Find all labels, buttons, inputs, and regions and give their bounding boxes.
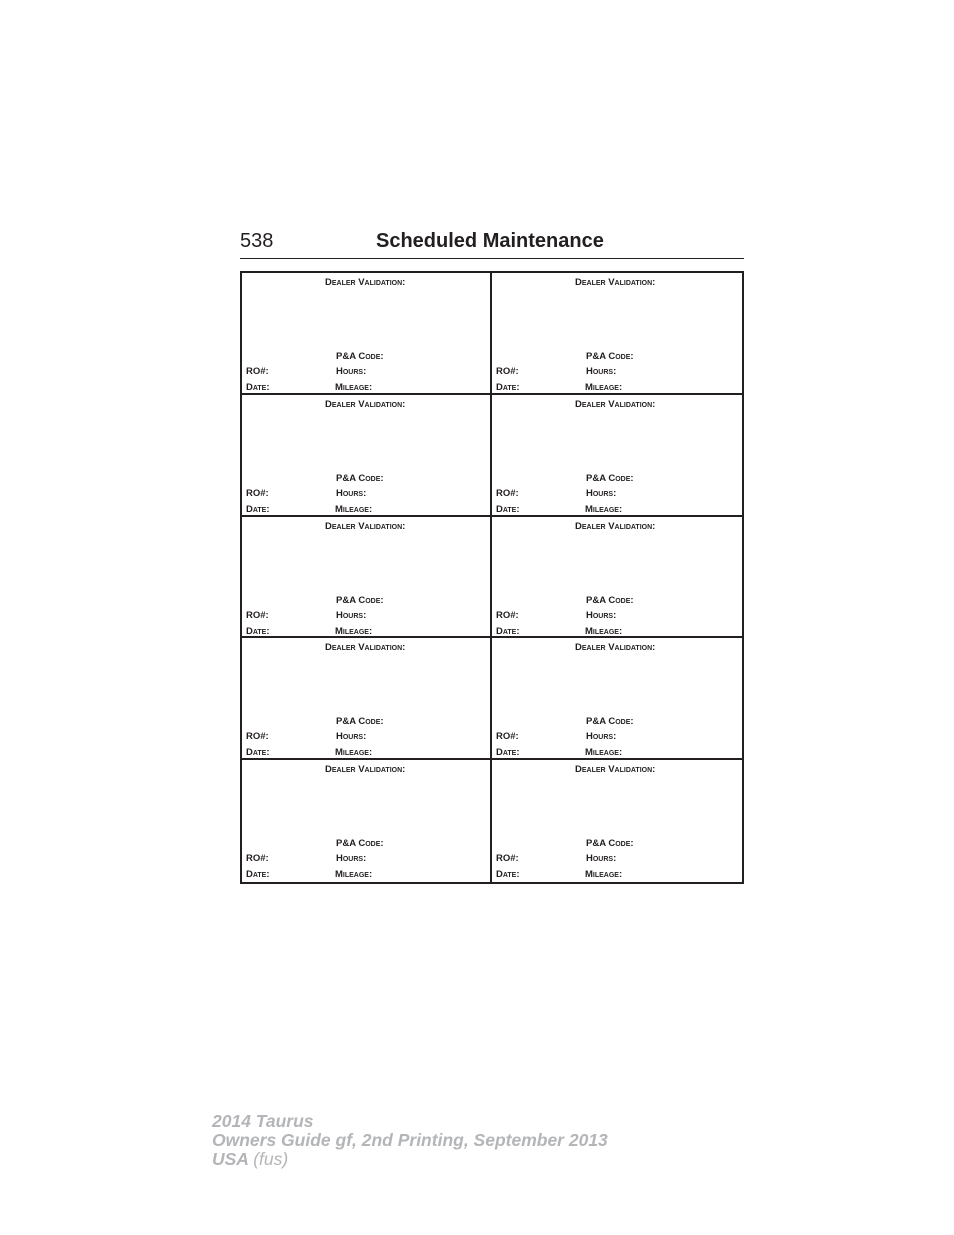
pa-code-label: P&A Code: <box>336 594 384 606</box>
pa-code-label: P&A Code: <box>586 594 634 606</box>
hours-label: Hours: <box>586 487 617 499</box>
mileage-label: Mileage: <box>335 625 373 637</box>
date-label: Date: <box>496 625 520 637</box>
pa-code-label: P&A Code: <box>336 838 384 850</box>
mileage-label: Mileage: <box>335 503 373 515</box>
document-footer <box>212 1112 608 1169</box>
hours-label: Hours: <box>586 609 617 621</box>
maintenance-record-cell <box>492 273 742 395</box>
footer-region <box>212 1150 608 1169</box>
mileage-label: Mileage: <box>585 625 623 637</box>
mileage-label: Mileage: <box>335 869 373 881</box>
dealer-validation-label: Dealer Validation: <box>325 642 406 654</box>
hours-label: Hours: <box>336 609 367 621</box>
ro-number-label: RO#: <box>496 487 519 499</box>
pa-code-label: P&A Code: <box>586 838 634 850</box>
pa-code-label: P&A Code: <box>336 716 384 728</box>
maintenance-record-cell <box>492 638 742 760</box>
footer-vehicle: 2014 Taurus <box>212 1111 314 1131</box>
hours-label: Hours: <box>586 853 617 865</box>
mileage-label: Mileage: <box>585 869 623 881</box>
dealer-validation-label: Dealer Validation: <box>575 398 656 410</box>
date-label: Date: <box>496 382 520 393</box>
date-label: Date: <box>246 382 270 393</box>
hours-label: Hours: <box>336 853 367 865</box>
maintenance-record-cell <box>242 760 492 882</box>
maintenance-record-cell <box>492 517 742 639</box>
pa-code-label: P&A Code: <box>336 351 384 362</box>
maintenance-record-cell <box>242 638 492 760</box>
ro-number-label: RO#: <box>496 731 519 743</box>
dealer-validation-label: Dealer Validation: <box>325 277 406 288</box>
mileage-label: Mileage: <box>585 747 623 759</box>
footer-region-code: (fus) <box>253 1149 289 1169</box>
hours-label: Hours: <box>336 487 367 499</box>
footer-guide-edition: Owners Guide gf, 2nd Printing, September 2013 <box>212 1130 608 1150</box>
maintenance-record-cell <box>242 395 492 517</box>
pa-code-label: P&A Code: <box>336 472 384 484</box>
section-title: Scheduled Maintenance <box>376 230 604 252</box>
dealer-validation-label: Dealer Validation: <box>325 398 406 410</box>
mileage-label: Mileage: <box>335 382 373 393</box>
ro-number-label: RO#: <box>496 609 519 621</box>
dealer-validation-label: Dealer Validation: <box>325 764 406 776</box>
pa-code-label: P&A Code: <box>586 716 634 728</box>
hours-label: Hours: <box>336 366 367 377</box>
ro-number-label: RO#: <box>246 609 269 621</box>
pa-code-label: P&A Code: <box>586 351 634 362</box>
hours-label: Hours: <box>336 731 367 743</box>
ro-number-label: RO#: <box>496 853 519 865</box>
mileage-label: Mileage: <box>335 747 373 759</box>
hours-label: Hours: <box>586 731 617 743</box>
date-label: Date: <box>496 869 520 881</box>
ro-number-label: RO#: <box>496 366 519 377</box>
date-label: Date: <box>246 747 270 759</box>
maintenance-record-cell <box>492 760 742 882</box>
pa-code-label: P&A Code: <box>586 472 634 484</box>
maintenance-record-cell <box>242 517 492 639</box>
date-label: Date: <box>246 625 270 637</box>
mileage-label: Mileage: <box>585 503 623 515</box>
dealer-validation-label: Dealer Validation: <box>325 520 406 532</box>
ro-number-label: RO#: <box>246 366 269 377</box>
date-label: Date: <box>496 747 520 759</box>
dealer-validation-label: Dealer Validation: <box>575 277 656 288</box>
mileage-label: Mileage: <box>585 382 623 393</box>
page-header <box>240 228 744 259</box>
maintenance-record-cell <box>492 395 742 517</box>
date-label: Date: <box>246 503 270 515</box>
dealer-validation-label: Dealer Validation: <box>575 642 656 654</box>
dealer-validation-label: Dealer Validation: <box>575 520 656 532</box>
page-number: 538 <box>240 230 274 252</box>
ro-number-label: RO#: <box>246 487 269 499</box>
ro-number-label: RO#: <box>246 853 269 865</box>
maintenance-record-cell <box>242 273 492 395</box>
footer-region-name: USA <box>212 1149 249 1169</box>
hours-label: Hours: <box>586 366 617 377</box>
date-label: Date: <box>246 869 270 881</box>
dealer-validation-label: Dealer Validation: <box>575 764 656 776</box>
date-label: Date: <box>496 503 520 515</box>
maintenance-record-grid <box>240 271 744 884</box>
ro-number-label: RO#: <box>246 731 269 743</box>
